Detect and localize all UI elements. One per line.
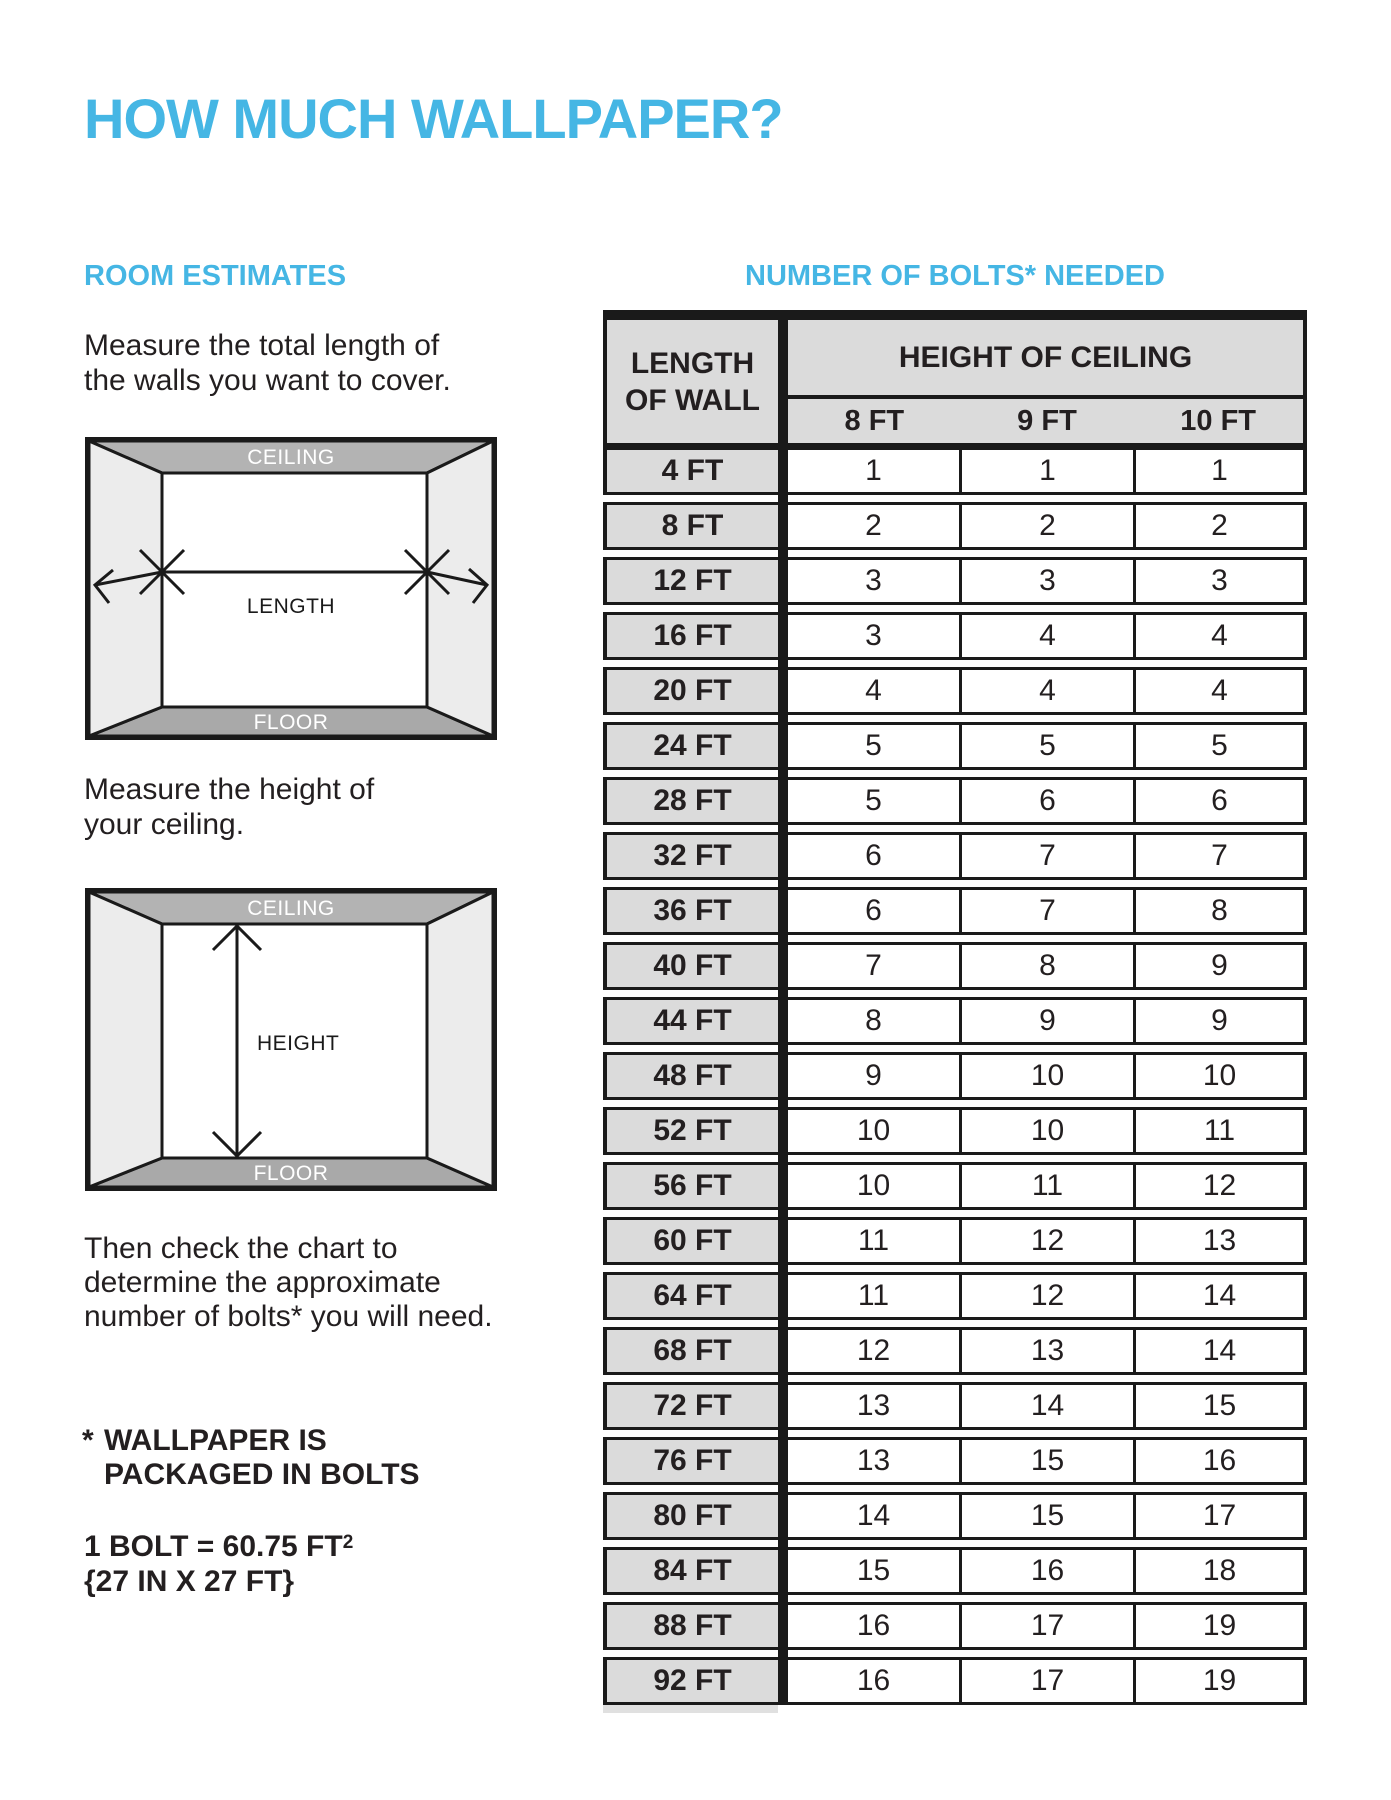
bolt-count-cell: 13 [962, 1327, 1136, 1375]
ceiling-label: CEILING [247, 897, 335, 920]
bolts-footnote [84, 1424, 420, 1492]
bolt-count-cell: 14 [962, 1382, 1136, 1430]
bolt-count-cell: 4 [1136, 612, 1307, 660]
room-length-diagram [85, 437, 497, 740]
wall-length-cell: 12 FT [603, 557, 778, 605]
table-row [603, 997, 1307, 1045]
table-row [603, 1657, 1307, 1705]
squared-superscript: 2 [342, 1532, 354, 1553]
wall-length-cell: 40 FT [603, 942, 778, 990]
bolt-count-cell: 4 [962, 667, 1136, 715]
bolts-footnote-line2: PACKAGED IN BOLTS [104, 1458, 420, 1491]
bolts-table [603, 310, 1307, 1713]
wall-length-cell: 32 FT [603, 832, 778, 880]
table-row [603, 557, 1307, 605]
length-label: LENGTH [246, 595, 336, 618]
bolt-count-cell: 1 [788, 447, 962, 495]
bolt-count-cell: 14 [1136, 1272, 1307, 1320]
bolt-count-cell: 19 [1136, 1657, 1307, 1705]
bolt-count-cell: 6 [962, 777, 1136, 825]
back-wall [162, 473, 427, 707]
instruction-length-line1: Measure the total length of [84, 329, 440, 362]
table-row [603, 667, 1307, 715]
height-of-ceiling-header: HEIGHT OF CEILING [788, 320, 1303, 395]
bolt-count-cell: 9 [1136, 997, 1307, 1045]
table-row [603, 502, 1307, 550]
wall-length-cell: 8 FT [603, 502, 778, 550]
bolt-count-cell: 4 [788, 667, 962, 715]
bolt-count-cell: 10 [1136, 1052, 1307, 1100]
bolt-count-cell: 6 [788, 887, 962, 935]
wall-length-cell: 60 FT [603, 1217, 778, 1265]
height-label: HEIGHT [257, 1032, 340, 1055]
bolt-size-info [84, 1525, 353, 1599]
table-row [603, 1327, 1307, 1375]
bolt-count-cell: 2 [962, 502, 1136, 550]
instruction-height [84, 772, 374, 842]
bolt-count-cell: 15 [962, 1437, 1136, 1485]
wall-length-cell: 92 FT [603, 1657, 778, 1705]
bolt-count-cell: 9 [1136, 942, 1307, 990]
wall-length-cell: 48 FT [603, 1052, 778, 1100]
bolt-count-cell: 7 [962, 887, 1136, 935]
bolt-count-cell: 15 [962, 1492, 1136, 1540]
instruction-length [84, 328, 451, 398]
table-row [603, 1162, 1307, 1210]
wall-length-cell: 56 FT [603, 1162, 778, 1210]
bolt-count-cell: 10 [788, 1107, 962, 1155]
wall-length-cell: 88 FT [603, 1602, 778, 1650]
asterisk: * [82, 1424, 94, 1457]
bolts-footnote-line1: WALLPAPER IS [104, 1424, 327, 1457]
bolt-count-cell: 11 [788, 1272, 962, 1320]
table-row [603, 1547, 1307, 1595]
bolt-count-cell: 4 [1136, 667, 1307, 715]
bolt-count-cell: 3 [1136, 557, 1307, 605]
bolt-count-cell: 9 [788, 1052, 962, 1100]
wall-length-cell: 52 FT [603, 1107, 778, 1155]
table-row [603, 1602, 1307, 1650]
bolt-count-cell: 11 [962, 1162, 1136, 1210]
bolt-count-cell: 17 [962, 1657, 1136, 1705]
col-header-10ft: 10 FT [1180, 404, 1257, 437]
bolt-count-cell: 3 [788, 612, 962, 660]
table-row [603, 1437, 1307, 1485]
table-row [603, 447, 1307, 495]
bolt-count-cell: 4 [962, 612, 1136, 660]
bolt-count-cell: 11 [788, 1217, 962, 1265]
bolt-count-cell: 14 [788, 1492, 962, 1540]
wall-length-cell: 44 FT [603, 997, 778, 1045]
left-wall [89, 892, 162, 1187]
col-header-9ft: 9 FT [1017, 404, 1077, 437]
table-row [603, 612, 1307, 660]
bolt-count-cell: 6 [1136, 777, 1307, 825]
bolt-count-cell: 15 [1136, 1382, 1307, 1430]
bolt-size-line2: {27 IN X 27 FT} [84, 1565, 295, 1598]
bolt-count-cell: 17 [962, 1602, 1136, 1650]
wall-length-cell: 68 FT [603, 1327, 778, 1375]
page-title: HOW MUCH WALLPAPER? [84, 87, 783, 150]
wall-length-cell: 28 FT [603, 777, 778, 825]
wall-length-cell: 16 FT [603, 612, 778, 660]
bolt-count-cell: 11 [1136, 1107, 1307, 1155]
bolt-count-cell: 16 [962, 1547, 1136, 1595]
instruction-height-line1: Measure the height of [84, 773, 375, 806]
bolt-count-cell: 10 [962, 1107, 1136, 1155]
wall-length-cell: 4 FT [603, 447, 778, 495]
bolt-count-cell: 8 [962, 942, 1136, 990]
wall-length-cell: 76 FT [603, 1437, 778, 1485]
wall-length-cell: 72 FT [603, 1382, 778, 1430]
bolts-needed-heading: NUMBER OF BOLTS* NEEDED [745, 260, 1165, 292]
table-row [603, 1272, 1307, 1320]
table-bottom-stub [603, 1705, 778, 1713]
bolt-count-cell: 19 [1136, 1602, 1307, 1650]
bolt-count-cell: 16 [1136, 1437, 1307, 1485]
height-of-ceiling-header-group [788, 320, 1307, 443]
wall-length-cell: 80 FT [603, 1492, 778, 1540]
bolt-count-cell: 9 [962, 997, 1136, 1045]
floor-label: FLOOR [253, 1162, 329, 1185]
bolt-count-cell: 12 [788, 1327, 962, 1375]
ceiling-height-diagram [85, 888, 497, 1191]
bolt-count-cell: 10 [788, 1162, 962, 1210]
wall-length-cell: 20 FT [603, 667, 778, 715]
bolt-count-cell: 7 [1136, 832, 1307, 880]
table-top-border [603, 310, 1307, 320]
right-wall [427, 892, 493, 1187]
bolt-count-cell: 5 [1136, 722, 1307, 770]
bolt-count-cell: 8 [788, 997, 962, 1045]
column-headers-row [788, 399, 1303, 443]
room-estimates-heading: ROOM ESTIMATES [84, 260, 347, 292]
instruction-chart [84, 1232, 493, 1334]
bolt-count-cell: 13 [1136, 1217, 1307, 1265]
wall-length-cell: 36 FT [603, 887, 778, 935]
table-row [603, 1382, 1307, 1430]
bolt-count-cell: 13 [788, 1382, 962, 1430]
length-of-wall-header [603, 320, 778, 443]
table-row [603, 1492, 1307, 1540]
length-of-wall-header-line1: LENGTH [630, 346, 755, 380]
bolt-count-cell: 14 [1136, 1327, 1307, 1375]
bolt-count-cell: 18 [1136, 1547, 1307, 1595]
instruction-height-line2: your ceiling. [84, 808, 245, 841]
bolt-count-cell: 2 [788, 502, 962, 550]
table-row [603, 1107, 1307, 1155]
length-of-wall-header-line2: OF WALL [625, 383, 760, 417]
bolt-count-cell: 2 [1136, 502, 1307, 550]
bolt-count-cell: 7 [788, 942, 962, 990]
bolt-count-cell: 12 [1136, 1162, 1307, 1210]
bolt-count-cell: 5 [788, 722, 962, 770]
col-header-8ft: 8 FT [844, 404, 905, 437]
bolt-count-cell: 3 [788, 557, 962, 605]
bolt-count-cell: 8 [1136, 887, 1307, 935]
bolt-count-cell: 1 [962, 447, 1136, 495]
table-row [603, 722, 1307, 770]
bolt-count-cell: 16 [788, 1602, 962, 1650]
table-row [603, 832, 1307, 880]
instruction-chart-line2: determine the approximate [84, 1266, 441, 1299]
bolt-count-cell: 6 [788, 832, 962, 880]
wall-length-cell: 24 FT [603, 722, 778, 770]
table-row [603, 777, 1307, 825]
table-row [603, 942, 1307, 990]
bolt-count-cell: 12 [962, 1272, 1136, 1320]
table-column-separator [778, 320, 788, 1705]
left-wall [89, 441, 162, 736]
bolt-count-cell: 16 [788, 1657, 962, 1705]
bolt-count-cell: 5 [788, 777, 962, 825]
table-row [603, 887, 1307, 935]
bolt-count-cell: 15 [788, 1547, 962, 1595]
ceiling-label: CEILING [247, 446, 335, 469]
wall-length-cell: 64 FT [603, 1272, 778, 1320]
bolt-count-cell: 3 [962, 557, 1136, 605]
bolt-count-cell: 12 [962, 1217, 1136, 1265]
instruction-chart-line3: number of bolts* you will need. [84, 1300, 493, 1333]
bolt-size-line1: 1 BOLT = 60.75 $FT^2$ [84, 1530, 354, 1563]
instruction-length-line2: the walls you want to cover. [84, 364, 451, 397]
bolt-count-cell: 5 [962, 722, 1136, 770]
floor-label: FLOOR [253, 711, 329, 734]
bolt-count-cell: 17 [1136, 1492, 1307, 1540]
wall-length-cell: 84 FT [603, 1547, 778, 1595]
bolt-count-cell: 1 [1136, 447, 1307, 495]
bolt-count-cell: 13 [788, 1437, 962, 1485]
table-header [603, 320, 1307, 443]
table-row [603, 1052, 1307, 1100]
bolt-count-cell: 7 [962, 832, 1136, 880]
table-rows [603, 447, 1307, 1705]
table-row [603, 1217, 1307, 1265]
bolt-count-cell: 10 [962, 1052, 1136, 1100]
instruction-chart-line1: Then check the chart to [84, 1232, 398, 1265]
